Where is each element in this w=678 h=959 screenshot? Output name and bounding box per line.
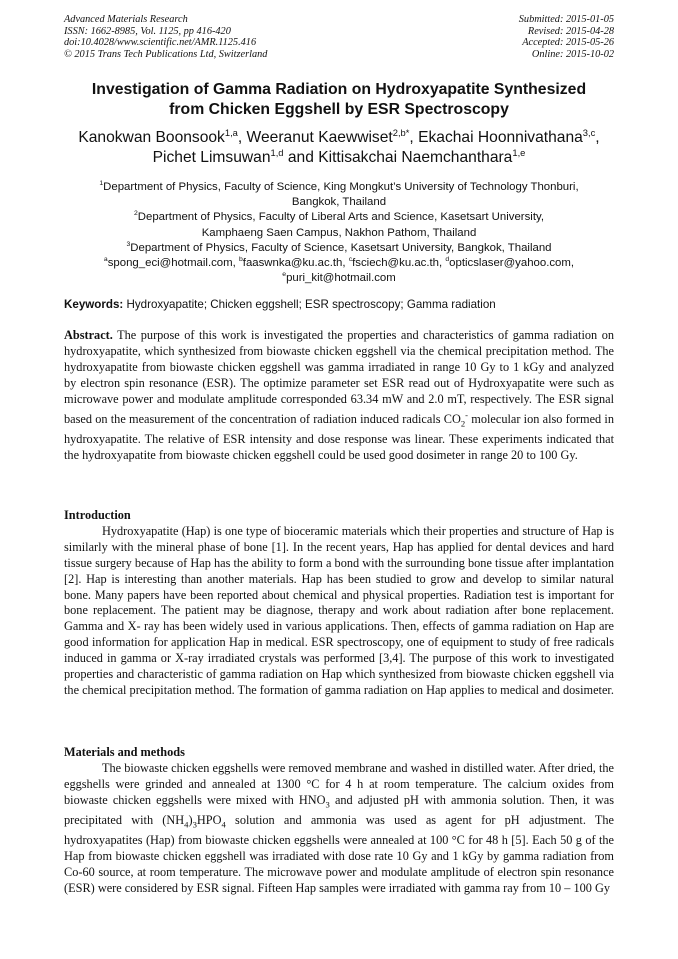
date-revised: Revised: 2015-04-28 xyxy=(527,25,614,37)
email-marker: b xyxy=(238,256,243,264)
author-name: Kittisakchai Naemchanthara xyxy=(318,149,513,166)
affiliation-text: Department of Physics, Faculty of Science, Kasetsart University, Bangkok, Thailand xyxy=(130,241,552,254)
journal-issn: ISSN: 1662-8985, Vol. 1125, pp 416-420 xyxy=(64,25,231,37)
email-line xyxy=(64,271,614,286)
email-address: puri_kit@hotmail.com xyxy=(286,272,396,285)
author-name: Ekachai Hoonnivathana xyxy=(418,129,583,146)
journal-info xyxy=(64,14,267,60)
author-superscript: 1,e xyxy=(512,147,526,158)
chem-subscript: 4 xyxy=(184,819,189,830)
section-heading: Introduction xyxy=(64,508,131,522)
methods-paragraph xyxy=(64,761,614,897)
affiliation-line: Kamphaeng Saen Campus, Nakhon Pathom, Thailand xyxy=(201,226,477,239)
email-marker: a xyxy=(103,256,108,264)
affiliation-line xyxy=(64,180,614,195)
introduction-section xyxy=(64,508,614,699)
email-marker: d xyxy=(445,256,450,264)
affiliation-marker: 2 xyxy=(133,210,138,218)
section-heading: Materials and methods xyxy=(64,745,185,759)
affiliation-line xyxy=(64,210,614,225)
email-line xyxy=(64,256,614,271)
keywords-label: Keywords: xyxy=(64,298,124,311)
author-separator: , xyxy=(237,129,247,146)
author-list xyxy=(56,128,622,168)
author-separator: , xyxy=(595,129,600,146)
email-marker: e xyxy=(282,271,287,279)
affiliation-marker: 3 xyxy=(126,241,131,249)
paper-title xyxy=(64,80,614,120)
title-line-1: Investigation of Gamma Radiation on Hydroxyapatite Synthesized xyxy=(91,81,587,98)
affiliation-text: Department of Physics, Faculty of Liberal Arts and Science, Kasetsart University, xyxy=(137,211,545,224)
abstract-text: molecular ion also formed in hydroxyapatite. The relative of ESR intensity and dose response was linear. These experiments indicated that the hydroxyapatite from biowaste chicken eggshell could be used good dosimeter in range 20 to 100 Gy. xyxy=(64,411,614,462)
keywords xyxy=(64,297,624,312)
abstract-paragraph xyxy=(64,328,614,464)
author-superscript: 2,b* xyxy=(392,127,410,138)
author-name: Pichet Limsuwan xyxy=(152,149,271,166)
date-online: Online: 2015-10-02 xyxy=(531,48,614,60)
introduction-paragraph: Hydroxyapatite (Hap) is one type of bioceramic materials which their properties and structure of Hap is similarly with the mineral phase of bone [1]. In the recent years, Hap has applied for dental devices and hard tissue surgery because of Hap has the ability to form a bond with the surrounding bone tissue after implantation [2]. Hap is interesting than another materials. Hap has been studied to grow and develop to similar natural bone. Many papers have been reported about chemical and physical properties. Radiation test is important for bone replacement. The patient may be diagnose, therapy and work about radiation after bone replacement. Gamma and X- ray has been widely used in various applications. Then, effects of gamma radiation on Hap are good information for application Hap in medical. ESR spectroscopy, one of equipment to study of free radicals induced in gamma or X-ray irradiated crystals was performed [3,4]. The purpose of this work to investigated properties and characteristic of gamma radiation on Hap which synthesized from biowaste chicken eggshell via the chemical precipitation method. The formation of gamma radiation on Hap applies to medical and dosimeter. xyxy=(64,523,614,697)
author-superscript: 1,a xyxy=(224,127,238,138)
affiliation-marker: 1 xyxy=(99,180,104,188)
journal-copyright: © 2015 Trans Tech Publications Ltd, Switzerland xyxy=(64,48,268,60)
affiliation-line xyxy=(64,241,614,256)
keywords-text: Hydroxyapatite; Chicken eggshell; ESR spectroscopy; Gamma radiation xyxy=(123,298,496,311)
methods-section xyxy=(64,745,614,897)
affiliation-line: Bangkok, Thailand xyxy=(291,196,387,209)
methods-text: The biowaste chicken eggshells were removed membrane and washed in distilled water. After dried, the eggshells were grinded and annealed at 1300 °C for 4 h at room temperature. The calcium oxides from biowaste chicken eggshells were mixed with HNO xyxy=(64,760,614,807)
chem-subscript: 3 xyxy=(325,799,330,810)
author-name: Kanokwan Boonsook xyxy=(78,129,225,146)
email-address: spong_eci@hotmail.com, xyxy=(107,257,239,270)
date-submitted: Submitted: 2015-01-05 xyxy=(518,14,614,25)
author-superscript: 3,c xyxy=(582,127,596,138)
email-marker: c xyxy=(348,256,353,264)
date-accepted: Accepted: 2015-05-26 xyxy=(522,37,614,49)
abstract xyxy=(64,328,614,464)
methods-text: HPO xyxy=(196,813,222,828)
email-address: opticslaser@yahoo.com, xyxy=(449,257,575,270)
author-separator: , xyxy=(409,129,419,146)
abstract-superscript: - xyxy=(465,409,469,420)
abstract-text: The purpose of this work is investigated the properties and characteristics of gamma radiation on hydroxyapatite, which synthesized from biowaste chicken eggshell via the chemical precipitation method. The hydroxyapatite from biowaste chicken eggshell was gamma irradiated in range 10 Gy to 1 kGy and analyzed by electron spin resonance (ESR). The optimize parameter set ESR read out of Hydroxyapatite were such as microwave power and modulate amplitude corresponded 63.34 mW and 2.0 mT, respectively. The ESR signal based on the measurement of the concentration of radiation induced radicals CO xyxy=(64,328,614,426)
author-separator: and xyxy=(283,149,319,166)
email-address: faaswnka@ku.ac.th, xyxy=(242,257,349,270)
chem-subscript: 3 xyxy=(192,819,197,830)
abstract-subscript: 2 xyxy=(460,418,466,429)
abstract-label: Abstract. xyxy=(64,328,113,342)
publication-dates xyxy=(519,14,614,60)
chem-subscript: 4 xyxy=(221,819,226,830)
affiliation-text: Department of Physics, Faculty of Science, King Mongkut’s University of Technology Thonburi, xyxy=(103,181,579,193)
affiliations xyxy=(64,180,614,286)
journal-name: Advanced Materials Research xyxy=(64,14,188,25)
methods-text: ) xyxy=(188,813,193,828)
title-line-2: from Chicken Eggshell by ESR Spectroscopy xyxy=(169,101,509,118)
journal-doi: doi:10.4028/www.scientific.net/AMR.1125.416 xyxy=(64,37,257,49)
methods-text: solution and ammonia was used as agent for pH adjustment. The hydroxyapatites (Hap) from biowaste chicken eggshells were annealed at 100 °C for 48 h [5]. Each 50 g of the Hap from biowaste chicken eggshell was irradiated with dose rate 10 Gy and 1 kGy by gamma radiation from Co-60 source, at room temperature. The microwave power and modulate amplitude of electron spin resonance (ESR) were considered by ESR signal. Fifteen Hap samples were irradiated with gamma ray from 10 – 100 Gy xyxy=(64,813,615,896)
author-superscript: 1,d xyxy=(270,147,284,158)
email-address: fsciech@ku.ac.th, xyxy=(352,257,446,270)
methods-text: and adjusted pH with ammonia solution. Then, it was precipitated with (NH xyxy=(64,792,614,828)
author-name: Weeranut Kaewwiset xyxy=(246,129,393,146)
